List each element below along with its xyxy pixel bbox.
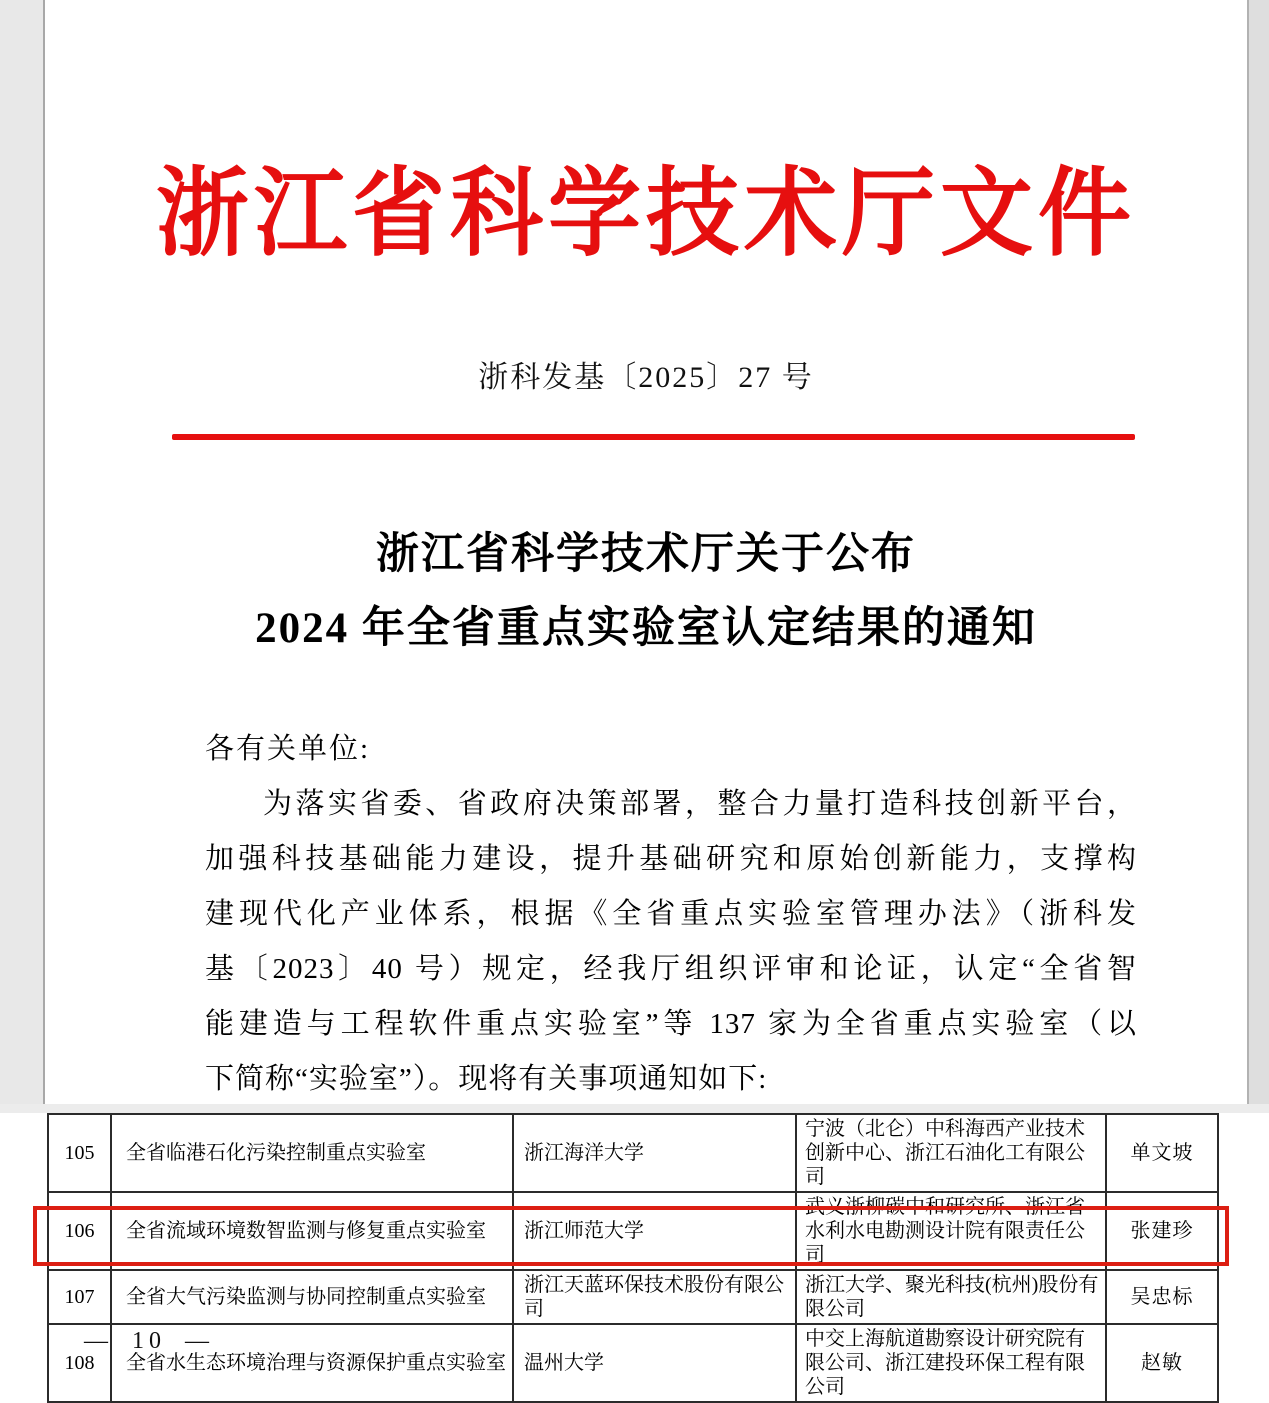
cell-partner-units: 浙江大学、聚光科技(杭州)股份有限公司	[796, 1270, 1106, 1324]
cell-no: 105	[48, 1114, 111, 1192]
page-number: — 10 —	[84, 1328, 214, 1354]
cell-lab-name: 全省流域环境数智监测与修复重点实验室	[111, 1192, 513, 1270]
notice-title-line-2: 2024 年全省重点实验室认定结果的通知	[255, 605, 1037, 652]
cell-partner-units: 宁波（北仑）中科海西产业技术创新中心、浙江石油化工有限公司	[796, 1114, 1106, 1192]
cell-host-unit: 浙江海洋大学	[513, 1114, 796, 1192]
body-line: 建现代化产业体系，根据《全省重点实验室管理办法》（浙科发	[205, 898, 1137, 930]
cell-no: 106	[48, 1192, 111, 1270]
cell-director: 张建珍	[1106, 1192, 1218, 1270]
notice-body	[205, 722, 1137, 1107]
table-row	[48, 1114, 1218, 1192]
table-row	[48, 1270, 1218, 1324]
table-row	[48, 1192, 1218, 1270]
cell-lab-name: 全省水生态环境治理与资源保护重点实验室	[111, 1324, 513, 1402]
letterhead-divider-rule	[172, 434, 1135, 440]
notice-title-line-1: 浙江省科学技术厅关于公布	[376, 531, 916, 578]
cell-director: 赵敏	[1106, 1324, 1218, 1402]
table-row	[48, 1324, 1218, 1402]
lab-table-body	[48, 1114, 1218, 1402]
cell-host-unit: 温州大学	[513, 1324, 796, 1402]
page-right-margin	[1247, 0, 1269, 1113]
body-line: 能建造与工程软件重点实验室”等 137 家为全省重点实验室（以	[205, 1008, 1137, 1040]
cell-lab-name: 全省临港石化污染控制重点实验室	[111, 1114, 513, 1192]
cell-host-unit: 浙江师范大学	[513, 1192, 796, 1270]
cell-partner-units: 武义浙柳碳中和研究所、浙江省水利水电勘测设计院有限责任公司	[796, 1192, 1106, 1270]
cell-no: 108	[48, 1324, 111, 1402]
cell-no: 107	[48, 1270, 111, 1324]
page-left-margin	[0, 0, 45, 1113]
cell-director: 单文坡	[1106, 1114, 1218, 1192]
body-line: 下简称“实验室”）。现将有关事项通知如下:	[205, 1063, 768, 1095]
lab-results-table	[47, 1113, 1219, 1403]
body-line: 基〔2023〕40 号）规定，经我厅组织评审和论证，认定“全省智	[205, 953, 1137, 985]
cell-host-unit: 浙江天蓝环保技术股份有限公司	[513, 1270, 796, 1324]
notice-title	[45, 518, 1247, 666]
body-line: 为落实省委、省政府决策部署，整合力量打造科技创新平台，	[263, 788, 1137, 820]
cell-partner-units: 中交上海航道勘察设计研究院有限公司、浙江建投环保工程有限公司	[796, 1324, 1106, 1402]
cell-lab-name: 全省大气污染监测与协同控制重点实验室	[111, 1270, 513, 1324]
cell-director: 吴忠标	[1106, 1270, 1218, 1324]
document-number: 浙科发基〔2025〕27 号	[478, 361, 814, 394]
body-line: 加强科技基础能力建设，提升基础研究和原始创新能力，支撑构	[205, 843, 1137, 875]
letterhead-title: 浙江省科学技术厅文件	[156, 161, 1136, 269]
salutation: 各有关单位:	[205, 733, 371, 765]
